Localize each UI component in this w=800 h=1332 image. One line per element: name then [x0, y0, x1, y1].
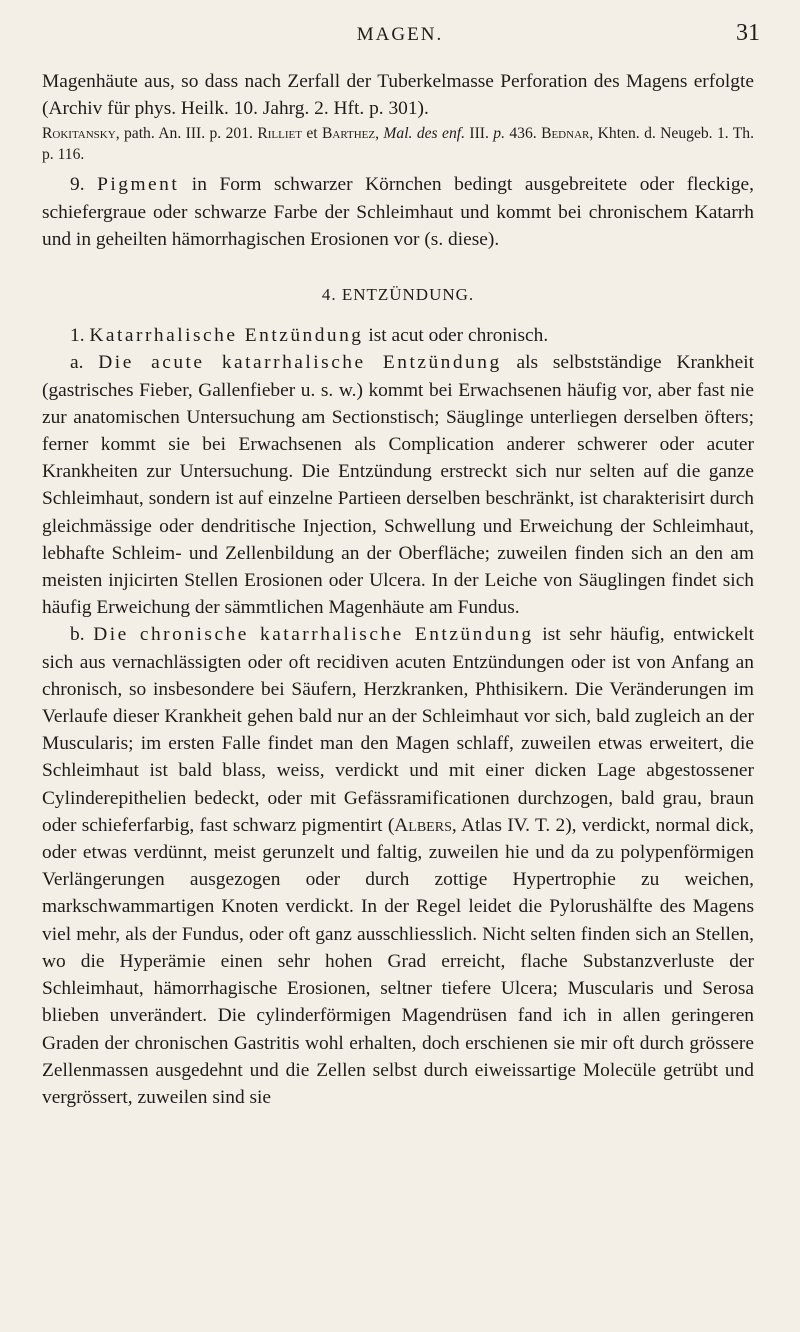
- text-run: ist acut oder chronisch.: [363, 325, 549, 347]
- paragraph: [42, 349, 754, 621]
- emphasized-term: Pigment: [97, 174, 180, 196]
- italic-text: p.: [493, 125, 505, 143]
- text-run: ,: [375, 125, 384, 143]
- text-run: 9.: [70, 174, 98, 196]
- references-line: [42, 123, 754, 165]
- author-name: Rokitansky: [42, 125, 116, 143]
- author-name: Albers: [394, 814, 452, 836]
- text-run: , Atlas IV. T. 2), verdickt, normal dick, oder etwas verdünnt, meist gerunzelt und faltig, zuweilen hie und da zu polypenförmigen Verlängerungen ausgezogen oder durch zottige Hypertrophie zu weichen, markschwammartigen Knoten verdickt. In der Regel leidet die Pylorushälfte des Magens viel mehr, als der Fundus, oder oft ganz ausschliesslich. Nicht selten finden sich an Stellen, wo die Hyperämie einen sehr hohen Grad erreicht, flache Substanzverluste der Schleimhaut, hämorrhagische Erosionen, seltner tiefere Ulcera; Muscularis und Serosa blieben unverändert. Die cylinderförmigen Magendrüsen fand ich in allen geringeren Graden der chronischen Gastritis wohl erhalten, doch erschienen sie mir oft durch grössere Zellenmassen ausgedehnt und die Zellen selbst durch eiweissartige Molecüle getrübt und vergrössert, zuweilen sind sie: [42, 814, 754, 1108]
- page-body: [42, 68, 754, 1111]
- text-run: 436.: [504, 125, 542, 143]
- text-run: 1.: [70, 325, 90, 347]
- paragraph: [42, 68, 754, 122]
- emphasized-term: Die acute katarrhalische Entzündung: [98, 352, 502, 374]
- author-name: Rilliet: [257, 125, 302, 143]
- running-head: MAGEN.: [356, 24, 444, 45]
- emphasized-term: Die chronische katarrhalische Entzündung: [93, 624, 534, 646]
- italic-text: Mal. des enf.: [383, 125, 465, 143]
- text-run: , Khten. d. Neugeb. 1. Th. p. 116.: [42, 125, 754, 164]
- text-run: b.: [70, 624, 94, 646]
- author-name: Bednar: [541, 125, 590, 143]
- paragraph: [42, 171, 754, 253]
- text-run: et: [301, 125, 322, 143]
- author-name: Barthez: [321, 125, 376, 143]
- paragraph: [42, 621, 754, 1111]
- text-run: III.: [464, 125, 494, 143]
- text-run: in Form schwarzer Körnchen bedingt ausgebreitete oder fleckige, schiefergraue oder schwarze Farbe der Schleimhaut und kommt bei chronischem Katarrh und in geheilten hämorrhagischen Erosionen vor (s. diese).: [42, 174, 755, 250]
- text-run: a.: [70, 352, 99, 374]
- text-run: als selbstständige Krankheit (gastrisches Fieber, Gallenfieber u. s. w.) kommt bei Erwachsenen häufig vor, aber fast nie zur anatomischen Untersuchung am Sectionstisch; Säuglinge unterliegen derselben öfters; ferner kommt sie bei Erwachsenen als Complication anderer schwerer oder acuter Krankheiten zur Untersuchung. Die Entzündung erstreckt sich nur selten auf die ganze Schleimhaut, sondern ist auf einzelne Partieen derselben beschränkt, ist charakterisirt durch gleichmässige oder dendritische Injection, Schwellung und Erweichung der Schleimhaut, lebhafte Schleim- und Zellenbildung an der Oberfläche; zuweilen finden sich an den am meisten injicirten Stellen Erosionen oder Ulcera. In der Leiche von Säuglingen findet sich häufig Erweichung der sämmtlichen Magenhäute am Fundus.: [42, 352, 754, 619]
- emphasized-term: Katarrhalische Entzündung: [89, 325, 364, 347]
- text-run: Magenhäute aus, so dass nach Zerfall der Tuberkelmasse Perforation des Magens erfolgte (Archiv für phys. Heilk. 10. Jahrg. 2. Hft. p. 301).: [42, 71, 754, 120]
- section-heading: 4. ENTZÜNDUNG.: [321, 285, 475, 305]
- text-run: ist sehr häufig, entwickelt sich aus vernachlässigten oder oft recidiven acuten Entzündungen oder ist von Anfang an chronisch, so insbesondere bei Säufern, Herzkranken, Phthisikern. Die Veränderungen im Verlaufe dieser Krankheit gehen bald nur an der Schleimhaut vor sich, bald zugleich an der Muscularis; im ersten Falle findet man den Magen schlaff, zuweilen etwas erweitert, die Schleimhaut ist bald blass, weiss, verdickt und mit einer dicken Lage abgestossener Cylinderepithelien bedeckt, oder mit Gefässramificationen durchzogen, bald grau, braun oder schieferfarbig, fast schwarz pigmentirt (: [42, 624, 754, 836]
- page-number: 31: [736, 20, 760, 46]
- text-run: , path. An. III. p. 201.: [115, 125, 258, 143]
- paragraph: [42, 322, 754, 349]
- page-header: [40, 18, 760, 58]
